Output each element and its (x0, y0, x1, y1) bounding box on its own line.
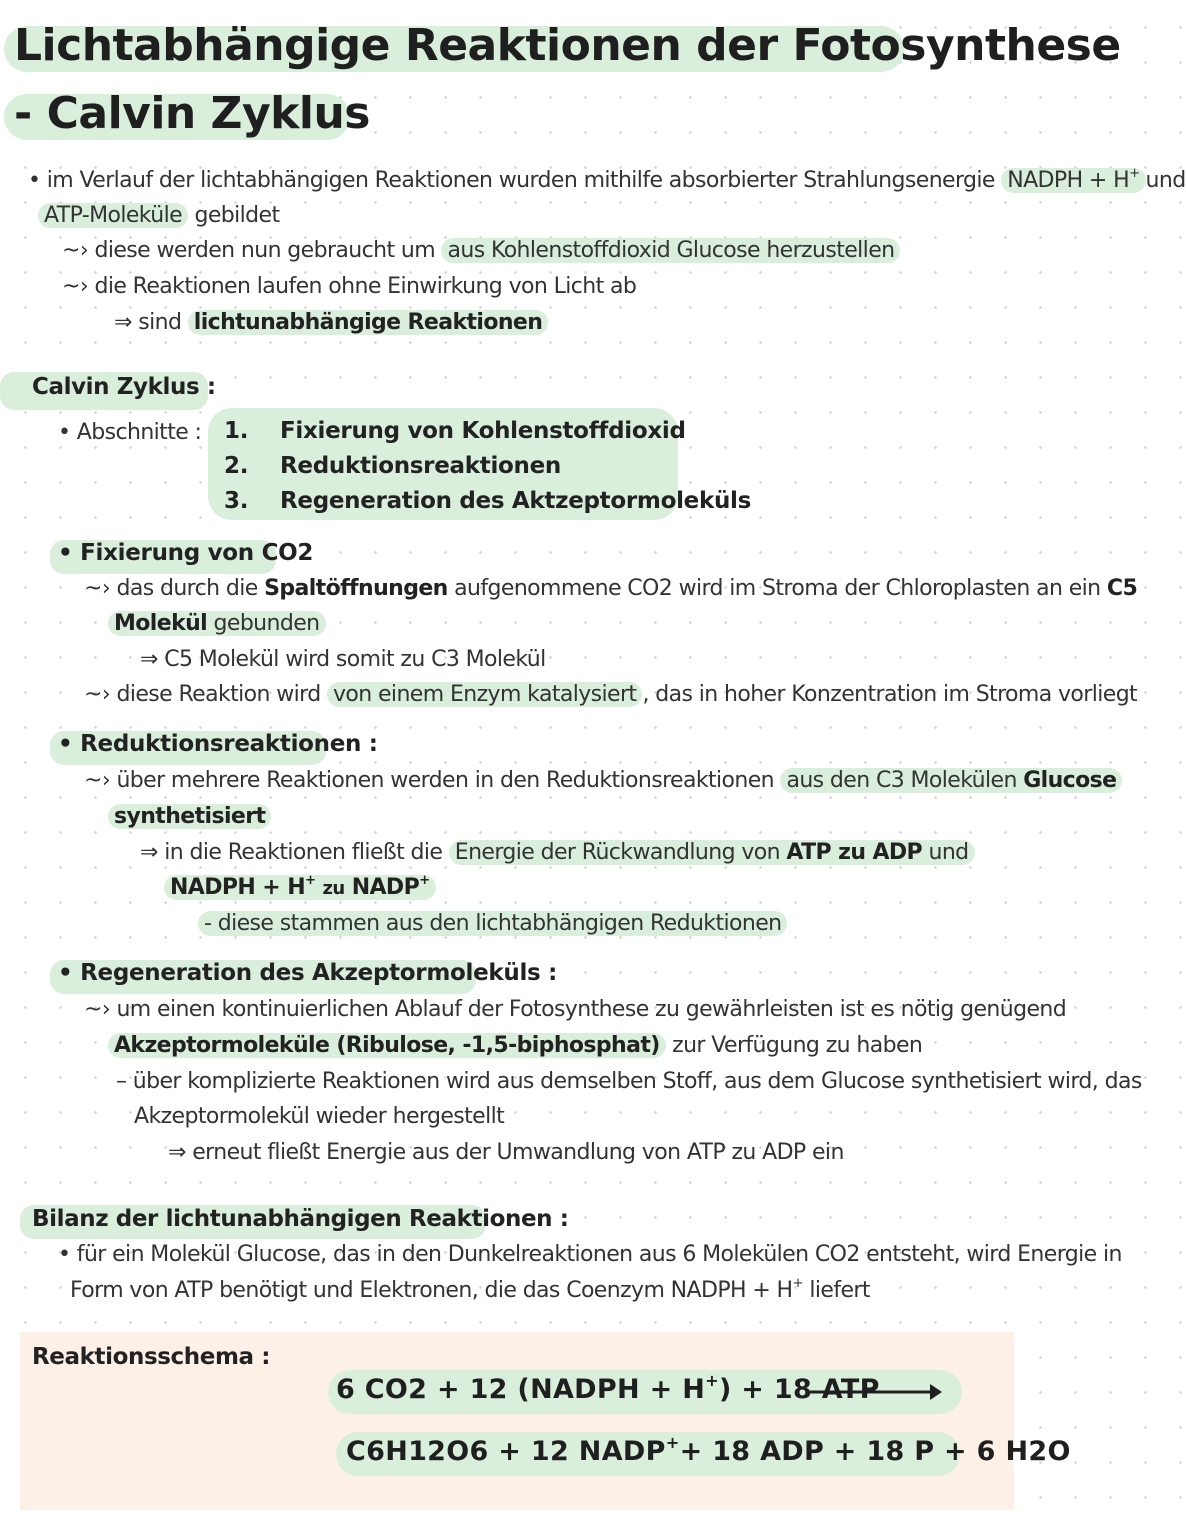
intro-bullet-1-cont: ATP-Moleküle gebildet (38, 201, 279, 231)
reduktion-line-4: NADPH + H+ zu NADP+ (164, 873, 436, 904)
implies-arrow-icon: ⇒ (168, 1140, 186, 1165)
intro-arrow-2: ~› die Reaktionen laufen ohne Einwirkung von Licht ab (62, 274, 637, 299)
step-2: 2. Reduktionsreaktionen (224, 453, 561, 479)
reduktion-line-5: - diese stammen aus den lichtabhängigen Reduktionen (198, 909, 787, 939)
fixierung-heading: • Fixierung von CO2 (58, 540, 314, 566)
step-1: 1. Fixierung von Kohlenstoffdioxid (224, 418, 686, 444)
regeneration-line-4: Akzeptormolekül wieder hergestellt (134, 1104, 505, 1129)
bilanz-heading: Bilanz der lichtunabhängigen Reaktionen : (32, 1206, 569, 1232)
regeneration-line-2: Akzeptormoleküle (Ribulose, -1,5-biphosphat) zur Verfügung zu haben (108, 1031, 922, 1061)
squiggle-arrow-icon: ~› (84, 997, 111, 1022)
regeneration-line-5: ⇒ erneut fließt Energie aus der Umwandlung von ATP zu ADP ein (168, 1140, 844, 1165)
abschnitte-label: • Abschnitte : (58, 420, 202, 445)
nadph-highlight: NADPH + H+ (1001, 168, 1145, 193)
step-3: 3. Regeneration des Aktzeptormoleküls (224, 488, 752, 514)
calvin-heading: Calvin Zyklus : (32, 374, 216, 400)
squiggle-arrow-icon: ~› (84, 768, 111, 793)
implies-arrow-icon: ⇒ (140, 647, 158, 672)
squiggle-arrow-icon: ~› (84, 682, 111, 707)
page-title: Lichtabhängige Reaktionen der Fotosynthese (14, 20, 1121, 71)
regeneration-line-1: ~› um einen kontinuierlichen Ablauf der Fotosynthese zu gewährleisten ist es nötig genügend (84, 997, 1067, 1022)
reduktion-line-2: synthetisiert (108, 802, 271, 832)
implies-arrow-icon: ⇒ (140, 840, 158, 865)
equation-reactants: 6 CO2 + 12 (NADPH + H+) + 18 ATP (336, 1370, 880, 1405)
intro-bullet-1: • im Verlauf der lichtabhängigen Reaktionen wurden mithilfe absorbierter Strahlungsenergie NADPH + H+ und (28, 166, 1186, 193)
bilanz-line-1: • für ein Molekül Glucose, das in den Dunkelreaktionen aus 6 Molekülen CO2 entsteht, wird Energie in (58, 1242, 1122, 1267)
squiggle-arrow-icon: ~› (62, 274, 89, 299)
fixierung-line-3: ⇒ C5 Molekül wird somit zu C3 Molekül (140, 647, 546, 672)
intro-implies: ⇒ sind lichtunabhängige Reaktionen (114, 308, 548, 338)
squiggle-arrow-icon: ~› (62, 238, 89, 263)
bilanz-line-2: Form von ATP benötigt und Elektronen, die das Coenzym NADPH + H+ liefert (70, 1276, 870, 1303)
intro-arrow-1: ~› diese werden nun gebraucht um aus Kohlenstoffdioxid Glucose herzustellen (62, 236, 900, 266)
implies-arrow-icon: ⇒ (114, 310, 132, 335)
page-subtitle: - Calvin Zyklus (14, 88, 370, 139)
fixierung-line-1: ~› das durch die Spaltöffnungen aufgenommene CO2 wird im Stroma der Chloroplasten an ein C5 (84, 576, 1138, 601)
regeneration-line-3: – über komplizierte Reaktionen wird aus demselben Stoff, aus dem Glucose synthetisiert wird, das (116, 1069, 1142, 1094)
fixierung-line-4: ~› diese Reaktion wird von einem Enzym katalysiert , das in hoher Konzentration im Stroma vorliegt (84, 682, 1138, 707)
reduktion-line-3: ⇒ in die Reaktionen fließt die Energie der Rückwandlung von ATP zu ADP und (140, 838, 975, 868)
reduktion-line-1: ~› über mehrere Reaktionen werden in den Reduktionsreaktionen aus den C3 Molekülen Glucose (84, 766, 1122, 796)
fixierung-line-2: Molekül gebunden (108, 609, 326, 639)
reaction-arrow-icon (808, 1380, 944, 1404)
squiggle-arrow-icon: ~› (84, 576, 111, 601)
equation-products: C6H12O6 + 12 NADP++ 18 ADP + 18 P + 6 H2O (346, 1432, 1071, 1467)
reaktionsschema-label: Reaktionsschema : (32, 1344, 271, 1370)
reduktion-heading: • Reduktionsreaktionen : (58, 731, 378, 757)
bullet-dot: • (28, 168, 41, 193)
regeneration-heading: • Regeneration des Akzeptormoleküls : (58, 960, 558, 986)
